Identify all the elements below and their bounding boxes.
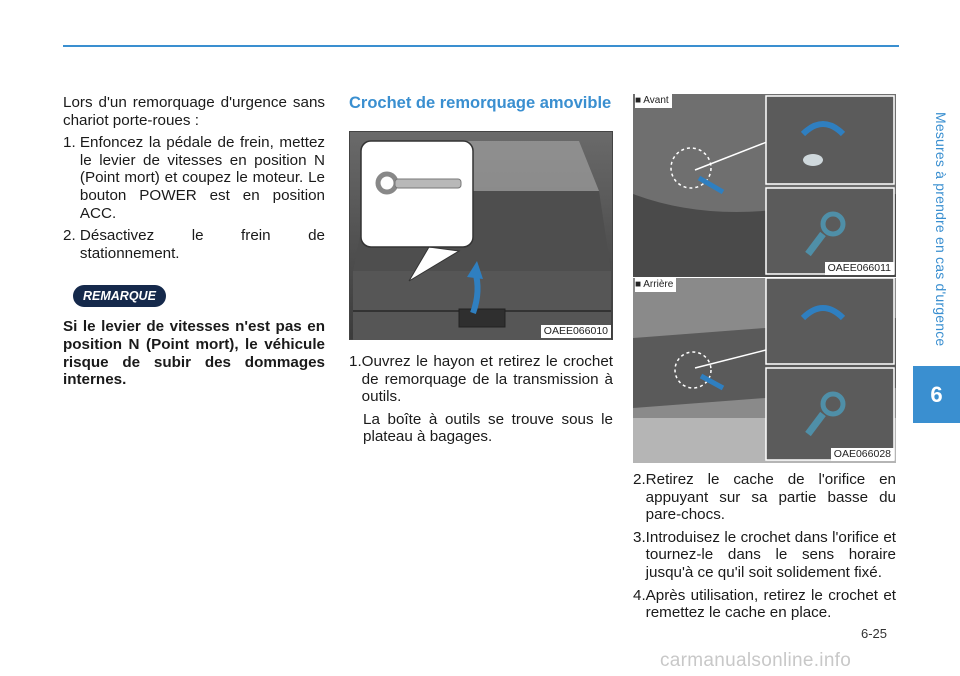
rear-bumper-illustration bbox=[633, 278, 896, 463]
figure-code: OAEE066010 bbox=[541, 325, 611, 338]
list-item bbox=[633, 471, 896, 524]
rear-figure bbox=[633, 278, 896, 463]
list-number: 3. bbox=[633, 528, 646, 546]
remarque-text: Si le levier de vitesses n'est pas en position N (Point mort), le véhicule risque de subir des dommages internes. bbox=[63, 318, 325, 389]
list-text: Enfoncez la pédale de frein, mettez le levier de vitesses en position N (Point mort) et coupez le moteur. Le bouton POWER est en position ACC. bbox=[79, 134, 325, 222]
list-text: Désactivez le frein de stationnement. bbox=[79, 227, 325, 262]
list-text: Ouvrez le hayon et retirez le crochet de remorquage de la transmission à outils. bbox=[361, 353, 613, 406]
front-figure bbox=[633, 94, 896, 277]
section-title: Crochet de remorquage amovible bbox=[349, 94, 612, 112]
figure-tag: ■ Arrière bbox=[635, 278, 676, 292]
watermark: carmanualsonline.info bbox=[660, 650, 852, 671]
list-item bbox=[63, 134, 325, 222]
remarque-badge: REMARQUE bbox=[73, 285, 166, 307]
top-rule bbox=[63, 45, 899, 47]
list-text: Retirez le cache de l'orifice en appuyant sur sa partie basse du pare-chocs. bbox=[645, 471, 896, 524]
list-number: 2. bbox=[633, 471, 646, 488]
list-item bbox=[633, 529, 896, 582]
right-column bbox=[633, 94, 896, 622]
list-item bbox=[349, 353, 613, 406]
trunk-illustration bbox=[349, 131, 613, 340]
chapter-tab: 6 bbox=[913, 366, 960, 423]
list-number: 1. bbox=[349, 353, 362, 370]
step-note: La boîte à outils se trouve sous le plateau à bagages. bbox=[363, 410, 613, 446]
figure-tag: ■ Avant bbox=[635, 94, 672, 108]
list-text: Après utilisation, retirez le crochet et remettez le cache en place. bbox=[645, 586, 896, 622]
front-bumper-illustration bbox=[633, 94, 896, 277]
chapter-title: Mesures à prendre en cas d'urgence bbox=[933, 112, 949, 347]
intro-text: Lors d'un remorquage d'urgence sans chariot porte-roues : bbox=[63, 94, 325, 129]
figure-code: OAEE066011 bbox=[825, 262, 894, 275]
figure-code: OAE066028 bbox=[831, 448, 894, 461]
list-text: Introduisez le crochet dans l'orifice et tournez-le dans le sens horaire jusqu'à ce qu'il soit solidement fixé. bbox=[645, 528, 896, 581]
list-item bbox=[63, 227, 325, 262]
list-number: 1. bbox=[63, 134, 76, 152]
middle-column bbox=[349, 94, 613, 446]
list-item bbox=[633, 587, 896, 622]
trunk-figure bbox=[349, 131, 613, 340]
left-column bbox=[63, 94, 325, 389]
page-number: 6-25 bbox=[861, 626, 888, 641]
list-number: 4. bbox=[633, 586, 646, 604]
list-number: 2. bbox=[63, 227, 76, 245]
